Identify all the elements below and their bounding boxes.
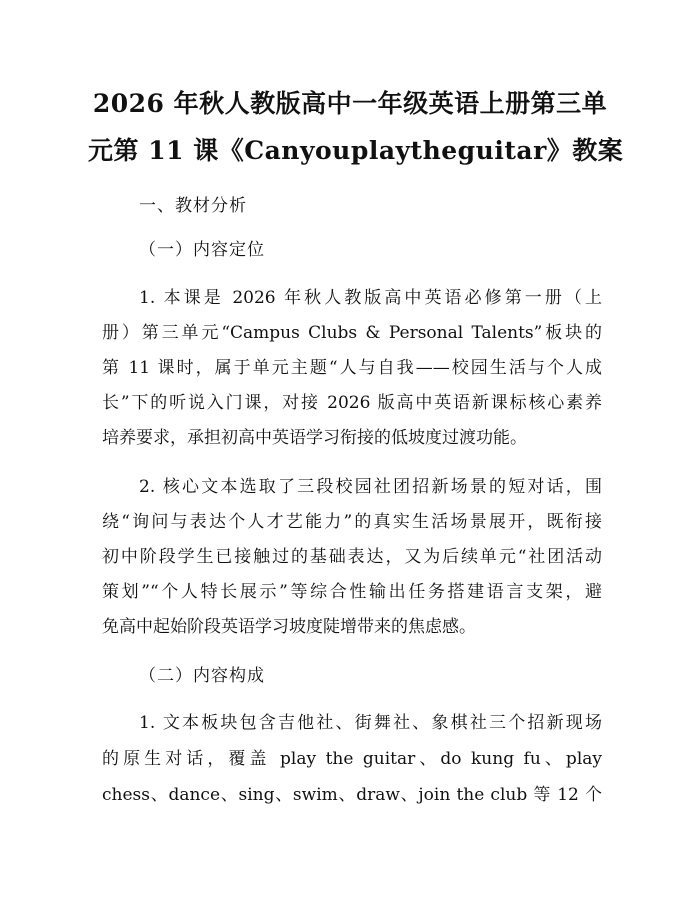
subsection-heading-content-composition: （二）内容构成 bbox=[139, 666, 265, 686]
paragraph-1-line-2: 册）第三单元“Campus Clubs & Personal Talents”板块的 bbox=[102, 323, 602, 343]
paragraph-2-line-1: 2. 核心文本选取了三段校园社团招新场景的短对话，围 bbox=[139, 477, 602, 497]
paragraph-2-line-5: 免高中起始阶段英语学习坡度陡增带来的焦虑感。 bbox=[102, 617, 476, 637]
paragraph-1-line-3: 第 11 课时，属于单元主题“人与自我——校园生活与个人成 bbox=[102, 358, 602, 378]
paragraph-3-line-3: chess、dance、sing、swim、draw、join the club 等 12 个 bbox=[102, 785, 602, 805]
paragraph-1-line-1: 1. 本课是 2026 年秋人教版高中英语必修第一册（上 bbox=[139, 288, 602, 308]
document-title-line-2: 元第 11 课《Canyouplaytheguitar》教案 bbox=[88, 136, 624, 165]
paragraph-2-line-4: 策划”“个人特长展示”等综合性输出任务搭建语言支架，避 bbox=[102, 582, 602, 602]
subsection-heading-content-positioning: （一）内容定位 bbox=[139, 240, 265, 260]
paragraph-2-line-2: 绕“询问与表达个人才艺能力”的真实生活场景展开，既衔接 bbox=[102, 512, 602, 532]
paragraph-3-line-2: 的原生对话，覆盖 play the guitar、do kung fu、play bbox=[102, 749, 602, 769]
paragraph-3-line-1: 1. 文本板块包含吉他社、街舞社、象棋社三个招新现场 bbox=[139, 713, 602, 733]
section-heading-textbook-analysis: 一、教材分析 bbox=[139, 196, 247, 216]
document-title-line-1: 2026 年秋人教版高中一年级英语上册第三单 bbox=[92, 89, 608, 118]
paragraph-2-line-3: 初中阶段学生已接触过的基础表达，又为后续单元“社团活动 bbox=[102, 547, 602, 567]
paragraph-1-line-4: 长”下的听说入门课，对接 2026 版高中英语新课标核心素养 bbox=[102, 393, 602, 413]
paragraph-1-line-5: 培养要求，承担初高中英语学习衔接的低坡度过渡功能。 bbox=[102, 428, 527, 448]
